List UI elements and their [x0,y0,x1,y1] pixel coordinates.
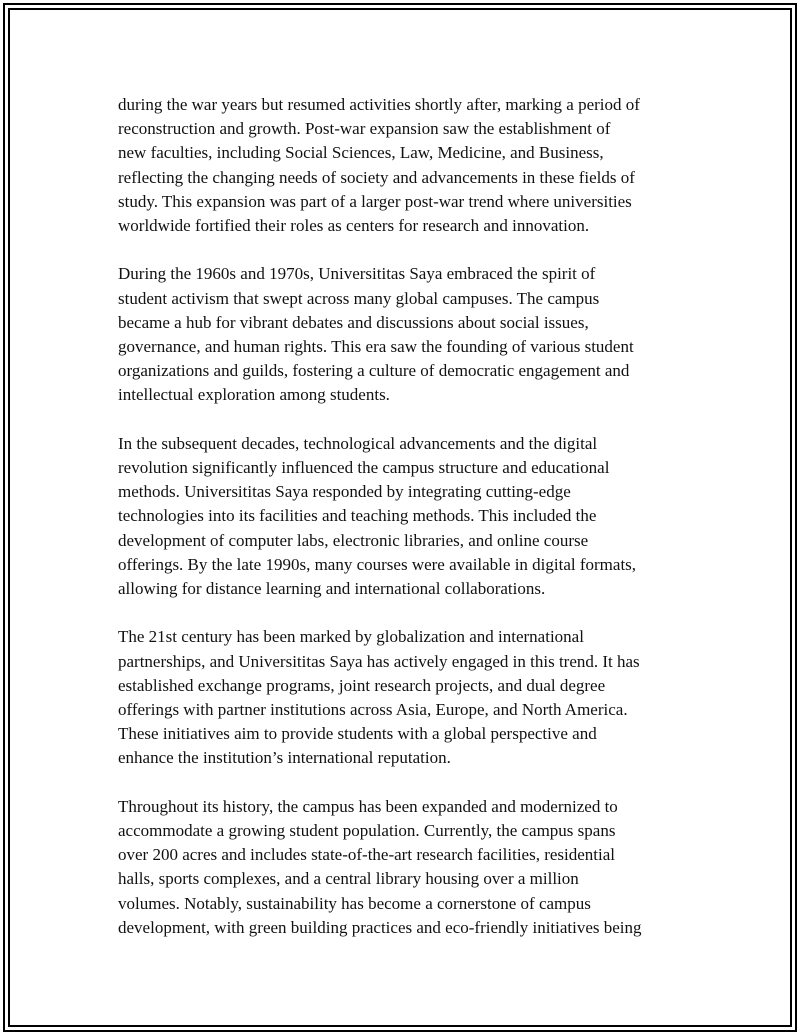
text-line: During the 1960s and 1970s, Universititas Saya embraced the spirit of [118,264,596,284]
text-line: revolution significantly influenced the campus structure and educational [118,458,610,478]
text-line: accommodate a growing student population. Currently, the campus spans [118,821,616,841]
text-line: halls, sports complexes, and a central library housing over a million [118,869,579,889]
text-line: study. This expansion was part of a larger post-war trend where universities [118,191,632,211]
text-line: Throughout its history, the campus has been expanded and modernized to [118,796,618,816]
paragraph-campus-expansion [118,795,686,940]
text-line: allowing for distance learning and international collaborations. [118,579,546,599]
text-line: enhance the institution’s international reputation. [118,748,451,768]
text-line: became a hub for vibrant debates and discussions about social issues, [118,312,589,332]
text-line: The 21st century has been marked by globalization and international [118,627,584,647]
text-line: worldwide fortified their roles as centers for research and innovation. [118,216,590,236]
text-line: volumes. Notably, sustainability has become a cornerstone of campus [118,893,591,913]
text-line: during the war years but resumed activities shortly after, marking a period of [118,95,640,114]
text-line: offerings. By the late 1990s, many courses were available in digital formats, [118,554,637,574]
text-line: reflecting the changing needs of society and advancements in these fields of [118,167,635,187]
paragraph-digital-revolution [118,432,686,601]
document-body [118,93,686,964]
paragraph-student-activism [118,262,686,407]
text-line: established exchange programs, joint research projects, and dual degree [118,675,606,695]
text-line: intellectual exploration among students. [118,385,390,405]
text-line: reconstruction and growth. Post-war expansion saw the establishment of [118,119,611,139]
paragraph-globalization [118,625,686,770]
text-line: offerings with partner institutions across Asia, Europe, and North America. [118,700,628,720]
paragraph-war-years [118,93,686,238]
text-line: organizations and guilds, fostering a culture of democratic engagement and [118,361,630,381]
text-line: governance, and human rights. This era saw the founding of various student [118,337,634,357]
text-line: development, with green building practices and eco-friendly initiatives being [118,917,642,937]
text-line: student activism that swept across many global campuses. The campus [118,288,600,308]
text-line: These initiatives aim to provide students with a global perspective and [118,724,597,744]
text-line: over 200 acres and includes state-of-the-art research facilities, residential [118,845,616,865]
text-line: technologies into its facilities and teaching methods. This included the [118,506,597,526]
text-line: new faculties, including Social Sciences, Law, Medicine, and Business, [118,143,604,163]
text-line: In the subsequent decades, technological advancements and the digital [118,433,598,453]
text-line: partnerships, and Universititas Saya has actively engaged in this trend. It has [118,651,640,671]
text-line: development of computer labs, electronic libraries, and online course [118,530,589,550]
text-line: methods. Universititas Saya responded by integrating cutting-edge [118,482,571,502]
